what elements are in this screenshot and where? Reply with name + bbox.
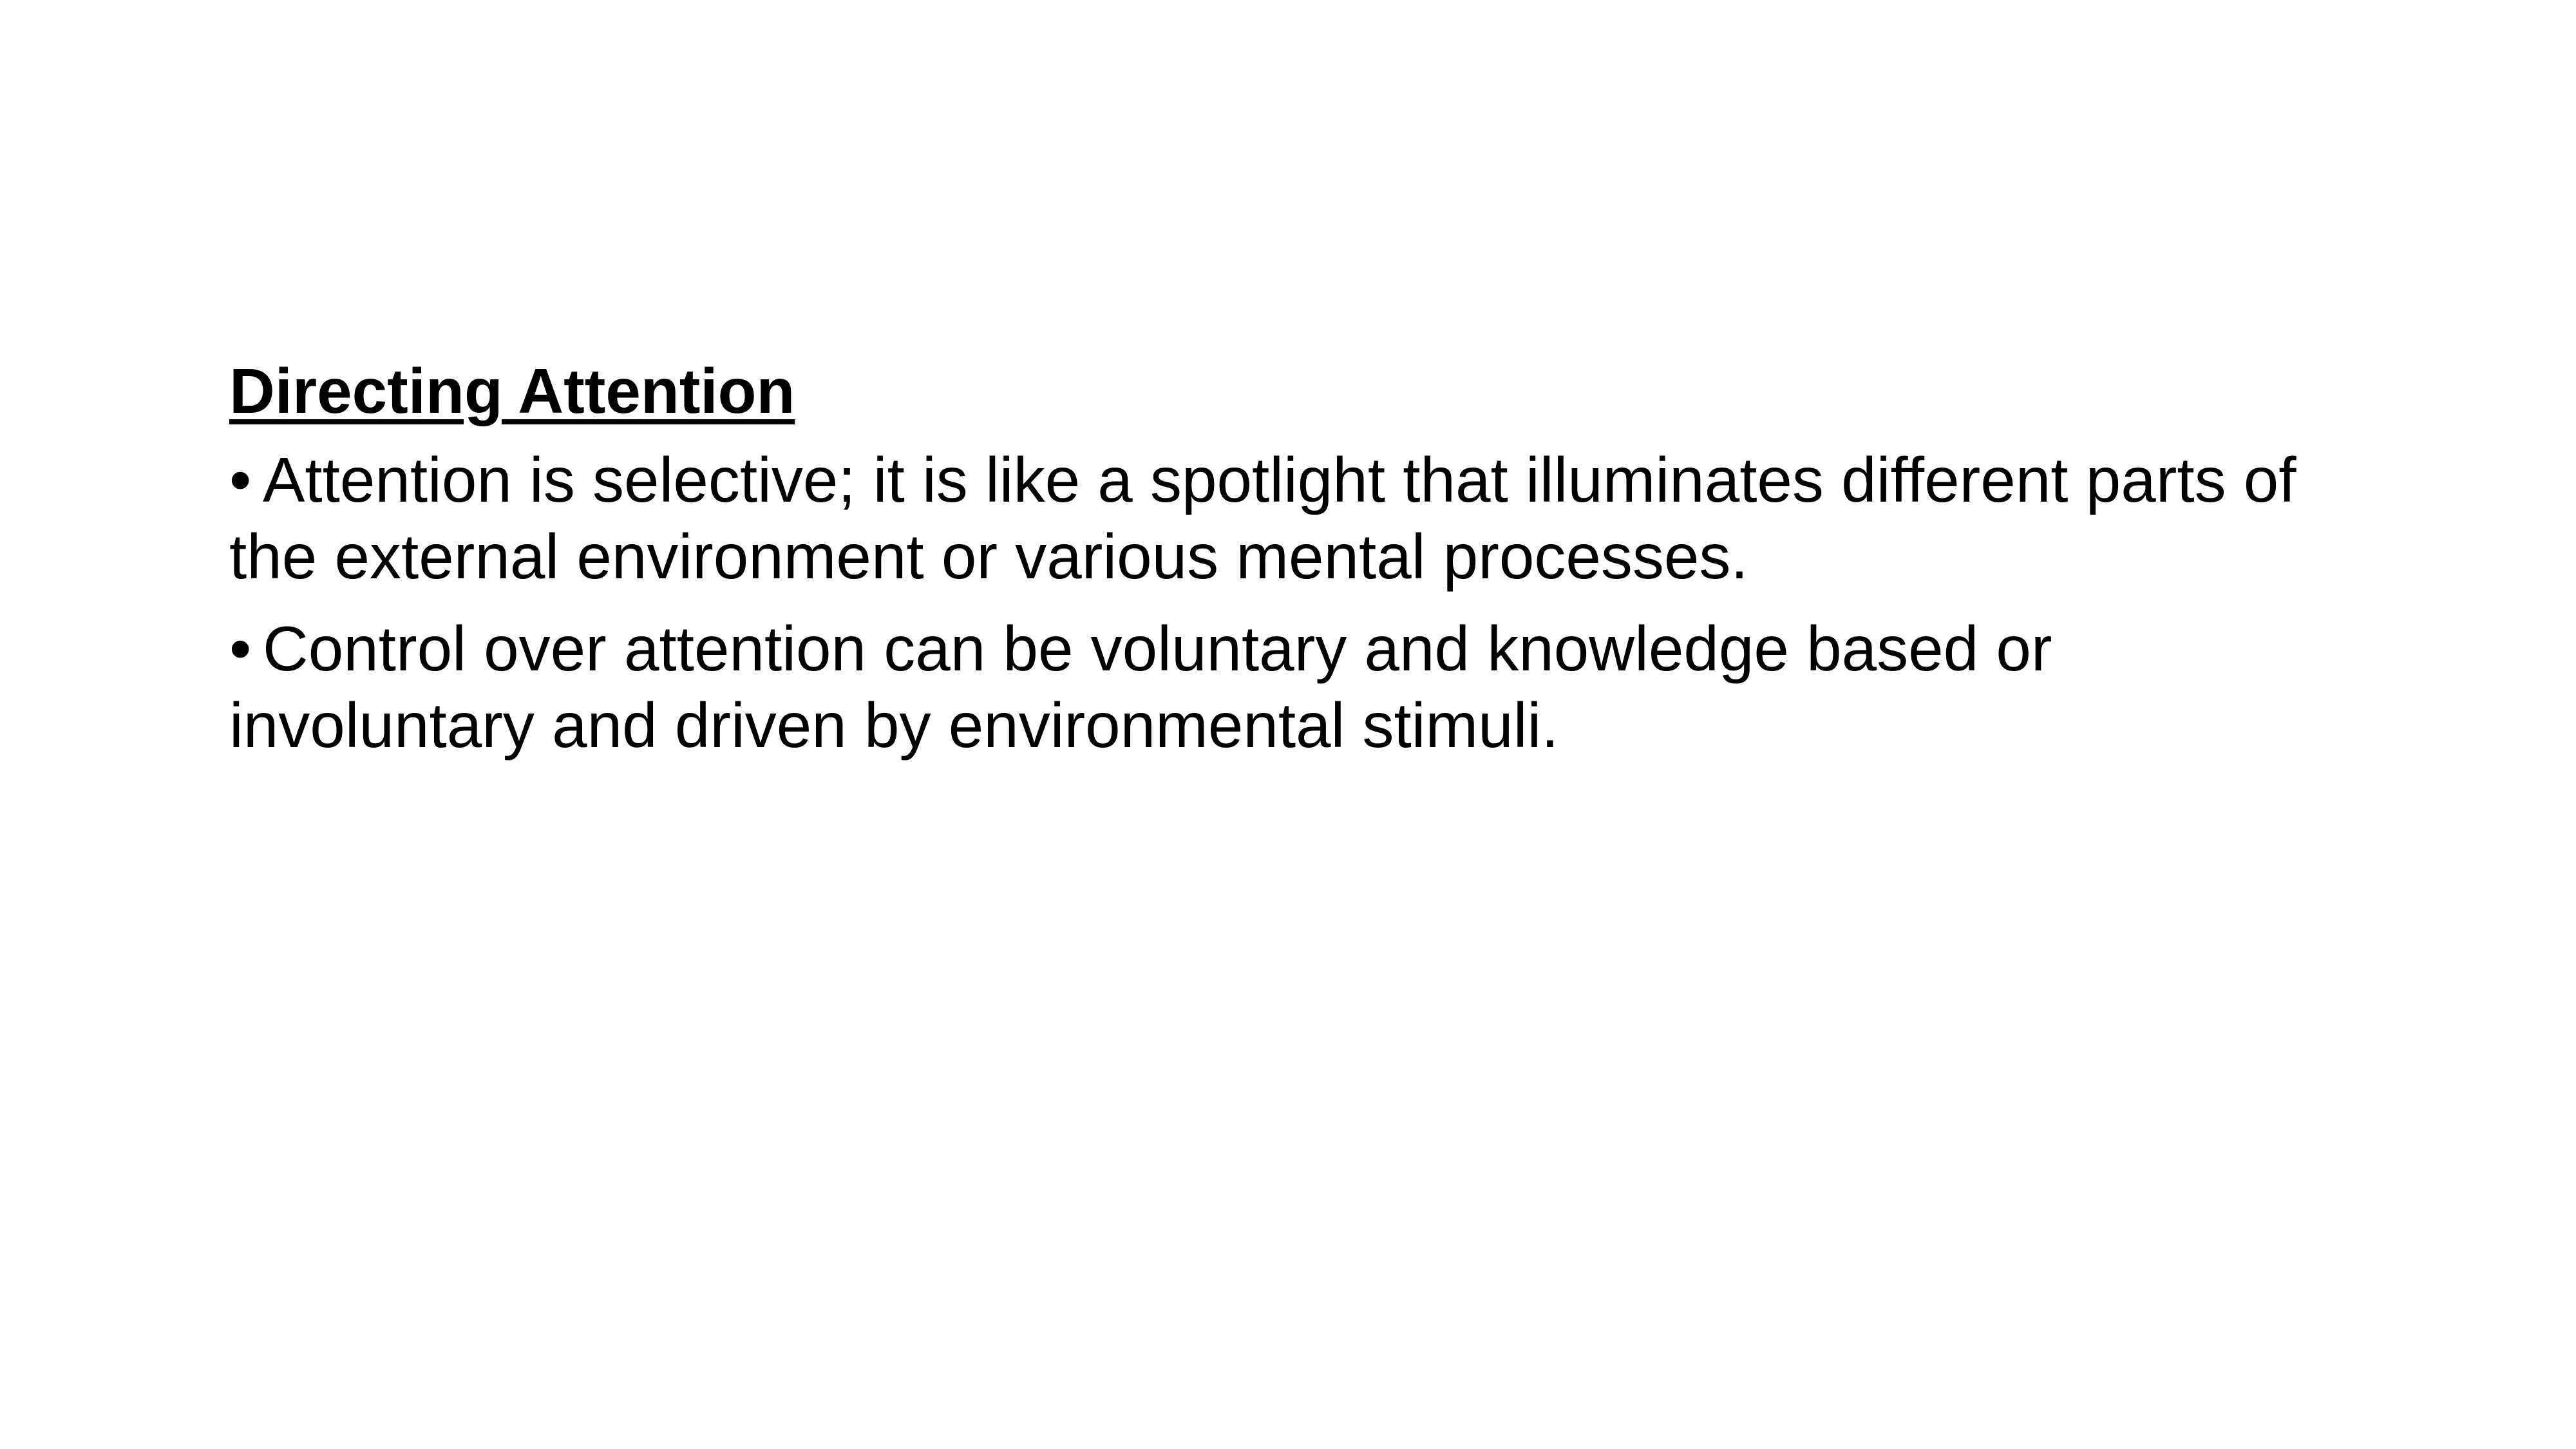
bullet-item	[229, 611, 2354, 764]
slide-title: Directing Attention	[229, 355, 795, 426]
bullet-list	[229, 442, 2354, 764]
bullet-icon: •	[229, 613, 252, 684]
bullet-text: Control over attention can be voluntary and knowledge based or involuntary and driven by environmental stimuli.	[229, 613, 2052, 761]
bullet-text: Attention is selective; it is like a spotlight that illuminates different parts of the external environment or various mental processes.	[229, 444, 2297, 592]
slide-content	[229, 353, 2354, 779]
bullet-item	[229, 442, 2354, 595]
bullet-icon: •	[229, 444, 252, 515]
